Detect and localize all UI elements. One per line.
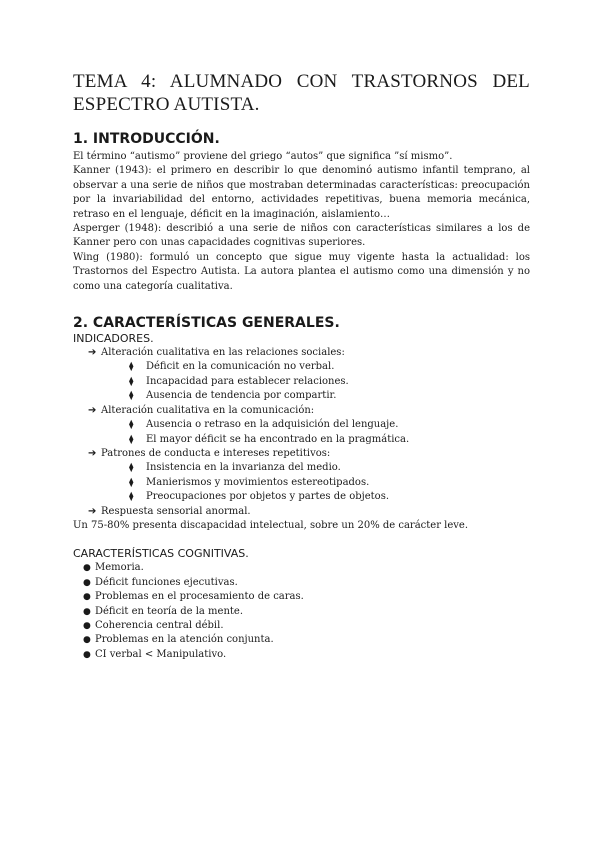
intro-paragraph-asperger: Asperger (1948): describió a una serie de niños con características similares a los de Kanner pero con unas capacidades cognitivas superiores. (73, 223, 530, 249)
list-item: ● Déficit funciones ejecutivas. (73, 576, 530, 590)
indicator-sublist (73, 461, 530, 504)
arrow-icon: ➔ (88, 447, 97, 459)
section-heading-general: 2. CARACTERÍSTICAS GENERALES. (73, 315, 340, 332)
intro-paragraph-wing: Wing (1980): formuló un concepto que sigue muy vigente hasta la actualidad: los Trastornos del Espectro Autista. La autora plantea el autismo como una dimensión y no como una categoría cualitativa. (73, 251, 530, 292)
intro-paragraph-etymology: El término “autismo” proviene del griego “autos” que significa ”sí mismo”. (73, 151, 453, 162)
indicators-list (73, 346, 530, 519)
page-title: TEMA 4: ALUMNADO CON TRASTORNOS DEL ESPECTRO AUTISTA. (73, 71, 530, 115)
section-heading-introduction: 1. INTRODUCCIÓN. (73, 131, 220, 147)
document-page (73, 70, 530, 662)
diamond-bullet-icon: ⧫ (129, 477, 134, 488)
indicator-item (73, 447, 530, 461)
indicator-label: Patrones de conducta e intereses repetitivos: (101, 447, 331, 459)
list-item: ⧫ Ausencia o retraso en la adquisición del lenguaje. (73, 418, 530, 432)
list-item: ⧫ Manierismos y movimientos estereotipados. (73, 476, 530, 490)
indicators-label: INDICADORES. (73, 332, 154, 346)
bullet-icon: ● (83, 649, 91, 660)
bullet-icon: ● (83, 606, 91, 617)
diamond-bullet-icon: ⧫ (129, 376, 134, 387)
list-item: ⧫ Insistencia en la invarianza del medio. (73, 461, 530, 475)
list-item: ● Problemas en la atención conjunta. (73, 633, 530, 647)
indicator-sublist (73, 418, 530, 447)
list-item: ⧫ Ausencia de tendencia por compartir. (73, 389, 530, 403)
bullet-icon: ● (83, 620, 91, 631)
indicator-item (73, 404, 530, 418)
section-general-characteristics (73, 314, 530, 533)
indicator-item (73, 505, 530, 519)
diamond-bullet-icon: ⧫ (129, 391, 134, 402)
list-item: ● Memoria. (73, 561, 530, 575)
list-item: ● Problemas en el procesamiento de caras. (73, 590, 530, 604)
list-item: ⧫ Déficit en la comunicación no verbal. (73, 360, 530, 374)
indicator-label: Alteración cualitativa en la comunicación: (101, 404, 315, 416)
diamond-bullet-icon: ⧫ (129, 434, 134, 445)
diamond-bullet-icon: ⧫ (129, 492, 134, 503)
list-item: ⧫ El mayor déficit se ha encontrado en la pragmática. (73, 433, 530, 447)
intellectual-disability-note: Un 75-80% presenta discapacidad intelectual, sobre un 20% de carácter leve. (73, 519, 469, 531)
list-item: ● Coherencia central débil. (73, 619, 530, 633)
bullet-icon: ● (83, 635, 91, 646)
diamond-bullet-icon: ⧫ (129, 362, 134, 373)
arrow-icon: ➔ (88, 404, 97, 416)
diamond-bullet-icon: ⧫ (129, 420, 134, 431)
section-heading-cognitive: CARACTERÍSTICAS COGNITIVAS. (73, 547, 249, 561)
list-item: ● CI verbal < Manipulativo. (73, 648, 530, 662)
indicator-label: Alteración cualitativa en las relaciones sociales: (101, 347, 345, 359)
arrow-icon: ➔ (88, 347, 97, 359)
section-cognitive-characteristics (73, 547, 530, 662)
section-introduction (73, 130, 530, 294)
bullet-icon: ● (83, 592, 91, 603)
cognitive-list (73, 561, 530, 662)
bullet-icon: ● (83, 563, 91, 574)
indicator-label: Respuesta sensorial anormal. (101, 505, 251, 517)
list-item: ● Déficit en teoría de la mente. (73, 605, 530, 619)
indicator-sublist (73, 360, 530, 403)
intro-paragraph-kanner: Kanner (1943): el primero en describir lo que denominó autismo infantil temprano, al observar a una serie de niños que mostraban determinadas características: preocupación por la invariabilidad del entorno, actividades repetitivas, buena memoria mecánica, retraso en el lenguaje, déficit en la imaginación, aislamiento… (73, 165, 530, 220)
diamond-bullet-icon: ⧫ (129, 463, 134, 474)
list-item: ⧫ Preocupaciones por objetos y partes de objetos. (73, 490, 530, 504)
bullet-icon: ● (83, 577, 91, 588)
list-item: ⧫ Incapacidad para establecer relaciones. (73, 375, 530, 389)
indicator-item (73, 346, 530, 360)
arrow-icon: ➔ (88, 505, 97, 517)
